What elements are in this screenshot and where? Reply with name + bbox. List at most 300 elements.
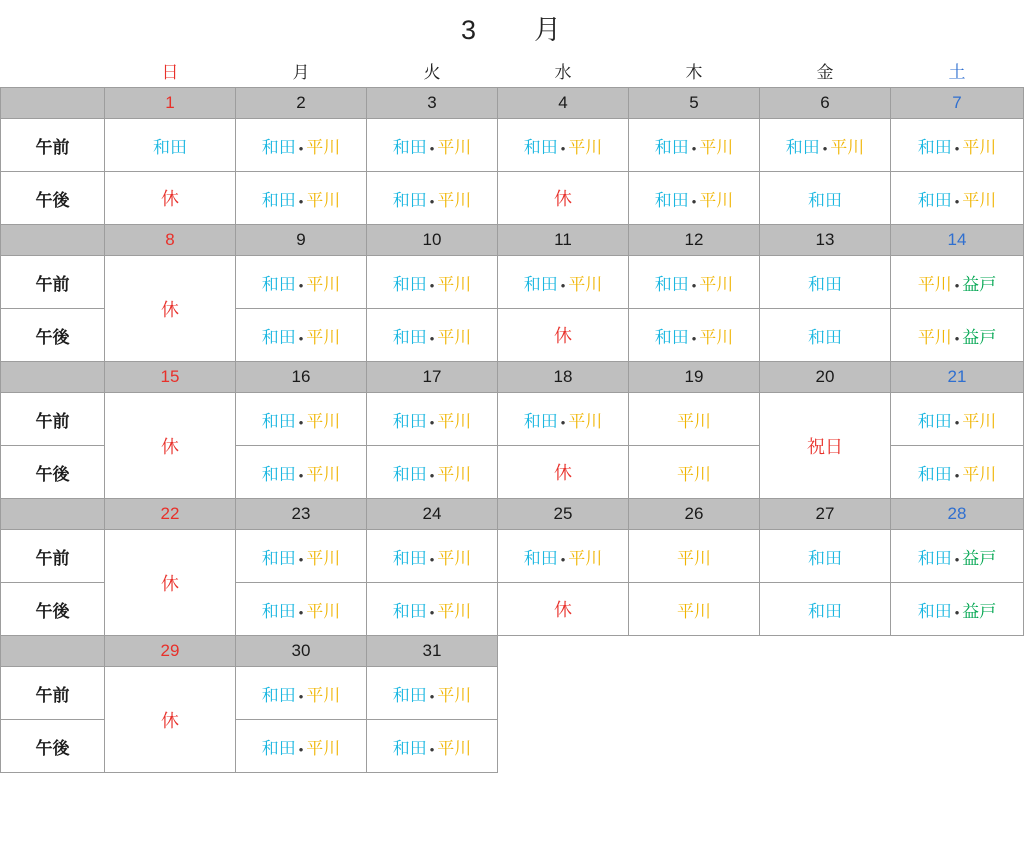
name-separator: • [298, 193, 304, 209]
row-label-am: 午前 [1, 256, 105, 309]
staff-name: 平川 [677, 548, 711, 568]
shift-names [918, 275, 997, 294]
shift-cell[interactable] [498, 119, 629, 172]
shift-cell[interactable] [760, 309, 891, 362]
shift-calendar-table [0, 53, 1024, 773]
staff-name: 和田 [917, 464, 952, 484]
shift-cell[interactable] [498, 393, 629, 446]
staff-name: 和田 [261, 464, 296, 484]
shift-cell[interactable] [105, 119, 236, 172]
staff-name: 和田 [261, 738, 296, 758]
date-cell[interactable]: 13 [760, 225, 891, 256]
staff-name: 和田 [392, 601, 427, 621]
staff-name: 平川 [437, 685, 472, 705]
staff-name: 益戸 [962, 548, 997, 568]
name-separator: • [429, 604, 435, 620]
date-cell-empty [498, 636, 629, 667]
staff-name: 和田 [523, 137, 558, 157]
shift-names [524, 275, 603, 294]
shift-names [262, 138, 341, 157]
shift-names [393, 602, 472, 621]
staff-name: 平川 [306, 548, 341, 568]
shift-cell-empty [891, 720, 1024, 773]
shift-cell[interactable] [760, 172, 891, 225]
shift-names [677, 549, 711, 568]
staff-name: 和田 [523, 274, 558, 294]
staff-name: 和田 [261, 411, 296, 431]
shift-cell[interactable] [629, 309, 760, 362]
shift-cell[interactable] [760, 530, 891, 583]
weekday-header-0: 日 [105, 53, 236, 88]
staff-name: 平川 [677, 411, 711, 431]
shift-cell[interactable] [629, 393, 760, 446]
staff-name: 平川 [306, 601, 341, 621]
staff-name: 平川 [962, 464, 997, 484]
shift-names [262, 191, 341, 210]
shift-cell[interactable] [891, 583, 1024, 636]
rest-label: 休 [554, 326, 572, 346]
date-cell[interactable]: 26 [629, 499, 760, 530]
staff-name: 平川 [568, 548, 603, 568]
weekday-header-spacer [1, 53, 105, 88]
shift-row-am [1, 393, 1024, 446]
row-label-pm: 午後 [1, 446, 105, 499]
name-separator: • [429, 467, 435, 483]
shift-cell-empty [498, 720, 629, 773]
date-row [1, 362, 1024, 393]
date-cell[interactable]: 1 [105, 88, 236, 119]
staff-name: 和田 [917, 601, 952, 621]
staff-name: 和田 [654, 327, 689, 347]
name-separator: • [298, 330, 304, 346]
shift-names [808, 191, 842, 210]
shift-cell[interactable] [236, 309, 367, 362]
shift-cell[interactable] [236, 446, 367, 499]
row-label-am: 午前 [1, 393, 105, 446]
shift-names [393, 328, 472, 347]
date-row-label-spacer [1, 499, 105, 530]
name-separator: • [298, 551, 304, 567]
staff-name: 平川 [699, 190, 734, 210]
shift-cell-rest[interactable] [105, 256, 236, 362]
row-label-pm: 午後 [1, 583, 105, 636]
name-separator: • [954, 467, 960, 483]
shift-cell[interactable] [236, 530, 367, 583]
rest-label: 休 [554, 600, 572, 620]
staff-name: 益戸 [962, 274, 997, 294]
weekday-header-2: 火 [367, 53, 498, 88]
staff-name: 平川 [437, 274, 472, 294]
staff-name: 平川 [437, 548, 472, 568]
staff-name: 和田 [523, 548, 558, 568]
name-separator: • [560, 551, 566, 567]
shift-names [786, 138, 865, 157]
staff-name: 和田 [917, 411, 952, 431]
date-cell[interactable]: 31 [367, 636, 498, 667]
date-cell[interactable]: 18 [498, 362, 629, 393]
staff-name: 平川 [437, 327, 472, 347]
shift-cell-empty [760, 667, 891, 720]
shift-cell[interactable] [367, 119, 498, 172]
date-row-label-spacer [1, 88, 105, 119]
shift-names [393, 739, 472, 758]
weekday-header-5: 金 [760, 53, 891, 88]
shift-names [262, 275, 341, 294]
shift-cell[interactable] [891, 172, 1024, 225]
name-separator: • [822, 140, 828, 156]
date-cell[interactable]: 23 [236, 499, 367, 530]
staff-name: 平川 [568, 274, 603, 294]
staff-name: 益戸 [962, 327, 997, 347]
shift-names [655, 138, 734, 157]
shift-names [393, 549, 472, 568]
shift-cell[interactable] [236, 393, 367, 446]
shift-cell-rest[interactable] [498, 583, 629, 636]
shift-cell[interactable] [629, 446, 760, 499]
weekday-header-row [1, 53, 1024, 88]
staff-name: 和田 [392, 137, 427, 157]
shift-names [262, 328, 341, 347]
shift-row-am [1, 256, 1024, 309]
weekday-header-6: 土 [891, 53, 1024, 88]
date-cell[interactable]: 11 [498, 225, 629, 256]
shift-names [655, 275, 734, 294]
name-separator: • [429, 193, 435, 209]
month-number: 3 [460, 15, 479, 45]
date-cell-empty [760, 636, 891, 667]
shift-cell[interactable] [760, 583, 891, 636]
name-separator: • [954, 193, 960, 209]
shift-cell-empty [629, 667, 760, 720]
month-label: 月 [534, 15, 564, 45]
date-cell[interactable]: 19 [629, 362, 760, 393]
shift-names [808, 549, 842, 568]
staff-name: 平川 [306, 738, 341, 758]
staff-name: 和田 [917, 137, 952, 157]
shift-cell[interactable] [236, 667, 367, 720]
shift-cell[interactable] [891, 119, 1024, 172]
staff-name: 和田 [392, 274, 427, 294]
weekday-header-4: 木 [629, 53, 760, 88]
date-cell[interactable]: 8 [105, 225, 236, 256]
date-cell[interactable]: 3 [367, 88, 498, 119]
shift-cell[interactable] [891, 309, 1024, 362]
shift-names [918, 412, 997, 431]
shift-cell[interactable] [629, 530, 760, 583]
shift-cell[interactable] [367, 720, 498, 773]
staff-name: 和田 [808, 327, 842, 347]
date-cell[interactable]: 21 [891, 362, 1024, 393]
date-cell[interactable]: 22 [105, 499, 236, 530]
shift-cell[interactable] [367, 256, 498, 309]
name-separator: • [691, 193, 697, 209]
shift-cell[interactable] [367, 446, 498, 499]
name-separator: • [298, 467, 304, 483]
staff-name: 平川 [699, 274, 734, 294]
name-separator: • [954, 414, 960, 430]
page-title [0, 0, 1024, 47]
name-separator: • [954, 604, 960, 620]
rest-label: 休 [161, 573, 179, 594]
shift-cell[interactable] [760, 256, 891, 309]
date-cell[interactable]: 20 [760, 362, 891, 393]
rest-label: 休 [161, 189, 179, 209]
staff-name: 平川 [677, 601, 711, 621]
staff-name: 和田 [153, 137, 187, 157]
staff-name: 平川 [437, 464, 472, 484]
shift-cell[interactable] [891, 530, 1024, 583]
staff-name: 平川 [306, 274, 341, 294]
staff-name: 和田 [392, 685, 427, 705]
shift-names [393, 412, 472, 431]
shift-names [393, 138, 472, 157]
name-separator: • [429, 330, 435, 346]
row-label-pm: 午後 [1, 309, 105, 362]
shift-cell-rest[interactable] [105, 172, 236, 225]
shift-names [262, 602, 341, 621]
staff-name: 平川 [306, 190, 341, 210]
shift-cell[interactable] [629, 172, 760, 225]
staff-name: 平川 [306, 411, 341, 431]
shift-names [808, 328, 842, 347]
name-separator: • [298, 604, 304, 620]
staff-name: 平川 [699, 327, 734, 347]
shift-cell-empty [629, 720, 760, 773]
name-separator: • [560, 414, 566, 430]
row-label-am: 午前 [1, 119, 105, 172]
date-cell[interactable]: 17 [367, 362, 498, 393]
name-separator: • [429, 277, 435, 293]
shift-cell-rest[interactable] [498, 172, 629, 225]
name-separator: • [954, 277, 960, 293]
shift-cell[interactable] [629, 256, 760, 309]
shift-names [262, 739, 341, 758]
shift-cell-empty [498, 667, 629, 720]
shift-names [677, 412, 711, 431]
staff-name: 和田 [261, 137, 296, 157]
date-cell[interactable]: 28 [891, 499, 1024, 530]
date-cell[interactable]: 4 [498, 88, 629, 119]
date-cell[interactable]: 15 [105, 362, 236, 393]
name-separator: • [298, 688, 304, 704]
shift-names [918, 465, 997, 484]
rest-label: 休 [161, 436, 179, 457]
shift-cell-rest[interactable] [105, 530, 236, 636]
staff-name: 平川 [306, 464, 341, 484]
date-cell[interactable]: 16 [236, 362, 367, 393]
shift-row-pm [1, 172, 1024, 225]
staff-name: 和田 [392, 464, 427, 484]
shift-names [393, 686, 472, 705]
staff-name: 和田 [392, 411, 427, 431]
staff-name: 和田 [261, 601, 296, 621]
rest-label: 祝日 [807, 436, 843, 457]
shift-cell-empty [891, 667, 1024, 720]
staff-name: 和田 [261, 190, 296, 210]
shift-cell[interactable] [760, 119, 891, 172]
staff-name: 和田 [261, 327, 296, 347]
shift-row-am [1, 667, 1024, 720]
shift-cell[interactable] [629, 583, 760, 636]
row-label-pm: 午後 [1, 720, 105, 773]
staff-name: 和田 [392, 190, 427, 210]
staff-name: 平川 [699, 137, 734, 157]
shift-cell-rest[interactable] [105, 667, 236, 773]
staff-name: 平川 [437, 190, 472, 210]
shift-cell[interactable] [891, 393, 1024, 446]
name-separator: • [560, 277, 566, 293]
staff-name: 平川 [917, 274, 952, 294]
date-cell[interactable]: 6 [760, 88, 891, 119]
shift-row-am [1, 119, 1024, 172]
staff-name: 和田 [785, 137, 820, 157]
weekday-header-3: 水 [498, 53, 629, 88]
staff-name: 和田 [654, 190, 689, 210]
staff-name: 平川 [830, 137, 865, 157]
shift-cell-rest[interactable] [105, 393, 236, 499]
shift-names [918, 328, 997, 347]
name-separator: • [298, 741, 304, 757]
staff-name: 平川 [962, 190, 997, 210]
staff-name: 平川 [306, 137, 341, 157]
shift-names [655, 191, 734, 210]
shift-cell-rest[interactable] [498, 446, 629, 499]
name-separator: • [560, 140, 566, 156]
shift-cell[interactable] [236, 119, 367, 172]
shift-cell[interactable] [629, 119, 760, 172]
staff-name: 和田 [261, 548, 296, 568]
staff-name: 和田 [392, 548, 427, 568]
shift-cell[interactable] [367, 583, 498, 636]
staff-name: 和田 [392, 327, 427, 347]
date-cell[interactable]: 24 [367, 499, 498, 530]
staff-name: 和田 [808, 274, 842, 294]
shift-names [918, 191, 997, 210]
staff-name: 和田 [261, 274, 296, 294]
staff-name: 和田 [523, 411, 558, 431]
name-separator: • [429, 140, 435, 156]
shift-cell[interactable] [367, 667, 498, 720]
date-row-label-spacer [1, 362, 105, 393]
shift-cell[interactable] [236, 583, 367, 636]
staff-name: 和田 [654, 274, 689, 294]
date-cell[interactable]: 27 [760, 499, 891, 530]
name-separator: • [429, 414, 435, 430]
staff-name: 和田 [808, 601, 842, 621]
date-cell[interactable]: 7 [891, 88, 1024, 119]
staff-name: 平川 [568, 137, 603, 157]
staff-name: 益戸 [962, 601, 997, 621]
staff-name: 平川 [677, 464, 711, 484]
date-cell[interactable]: 25 [498, 499, 629, 530]
staff-name: 和田 [808, 548, 842, 568]
shift-cell[interactable] [367, 309, 498, 362]
staff-name: 和田 [392, 738, 427, 758]
shift-cell[interactable] [891, 256, 1024, 309]
staff-name: 和田 [654, 137, 689, 157]
shift-names [262, 686, 341, 705]
shift-names [918, 602, 997, 621]
shift-cell[interactable] [498, 530, 629, 583]
shift-cell[interactable] [236, 256, 367, 309]
shift-cell[interactable] [891, 446, 1024, 499]
date-row [1, 225, 1024, 256]
staff-name: 平川 [962, 137, 997, 157]
staff-name: 平川 [962, 411, 997, 431]
shift-names [524, 412, 603, 431]
name-separator: • [954, 140, 960, 156]
shift-names [262, 412, 341, 431]
name-separator: • [954, 330, 960, 346]
date-cell[interactable]: 14 [891, 225, 1024, 256]
staff-name: 平川 [437, 601, 472, 621]
shift-names [918, 138, 997, 157]
shift-cell-empty [760, 720, 891, 773]
date-cell-empty [629, 636, 760, 667]
date-cell[interactable]: 9 [236, 225, 367, 256]
name-separator: • [429, 551, 435, 567]
date-cell[interactable]: 2 [236, 88, 367, 119]
name-separator: • [691, 277, 697, 293]
date-row [1, 88, 1024, 119]
shift-cell-rest[interactable] [498, 309, 629, 362]
shift-cell[interactable] [236, 172, 367, 225]
staff-name: 平川 [917, 327, 952, 347]
shift-names [677, 465, 711, 484]
shift-cell[interactable] [367, 530, 498, 583]
name-separator: • [691, 330, 697, 346]
shift-names [808, 275, 842, 294]
date-cell[interactable]: 29 [105, 636, 236, 667]
shift-names [655, 328, 734, 347]
row-label-pm: 午後 [1, 172, 105, 225]
name-separator: • [954, 551, 960, 567]
date-cell[interactable]: 12 [629, 225, 760, 256]
name-separator: • [298, 140, 304, 156]
staff-name: 平川 [437, 738, 472, 758]
shift-names [524, 138, 603, 157]
date-cell[interactable]: 5 [629, 88, 760, 119]
staff-name: 平川 [306, 685, 341, 705]
weekday-header-1: 月 [236, 53, 367, 88]
staff-name: 和田 [917, 190, 952, 210]
row-label-am: 午前 [1, 530, 105, 583]
shift-names [153, 138, 187, 157]
date-row-label-spacer [1, 225, 105, 256]
rest-label: 休 [554, 463, 572, 483]
date-cell[interactable]: 30 [236, 636, 367, 667]
shift-cell[interactable] [498, 256, 629, 309]
rest-label: 休 [161, 710, 179, 731]
shift-names [393, 275, 472, 294]
date-row-label-spacer [1, 636, 105, 667]
date-cell[interactable]: 10 [367, 225, 498, 256]
shift-names [524, 549, 603, 568]
shift-names [918, 549, 997, 568]
date-row [1, 499, 1024, 530]
rest-label: 休 [554, 189, 572, 209]
name-separator: • [429, 741, 435, 757]
shift-names [808, 602, 842, 621]
name-separator: • [298, 277, 304, 293]
staff-name: 和田 [808, 190, 842, 210]
shift-cell[interactable] [367, 393, 498, 446]
shift-names [393, 465, 472, 484]
shift-cell-holiday[interactable] [760, 393, 891, 499]
shift-cell[interactable] [236, 720, 367, 773]
shift-cell[interactable] [367, 172, 498, 225]
staff-name: 平川 [568, 411, 603, 431]
